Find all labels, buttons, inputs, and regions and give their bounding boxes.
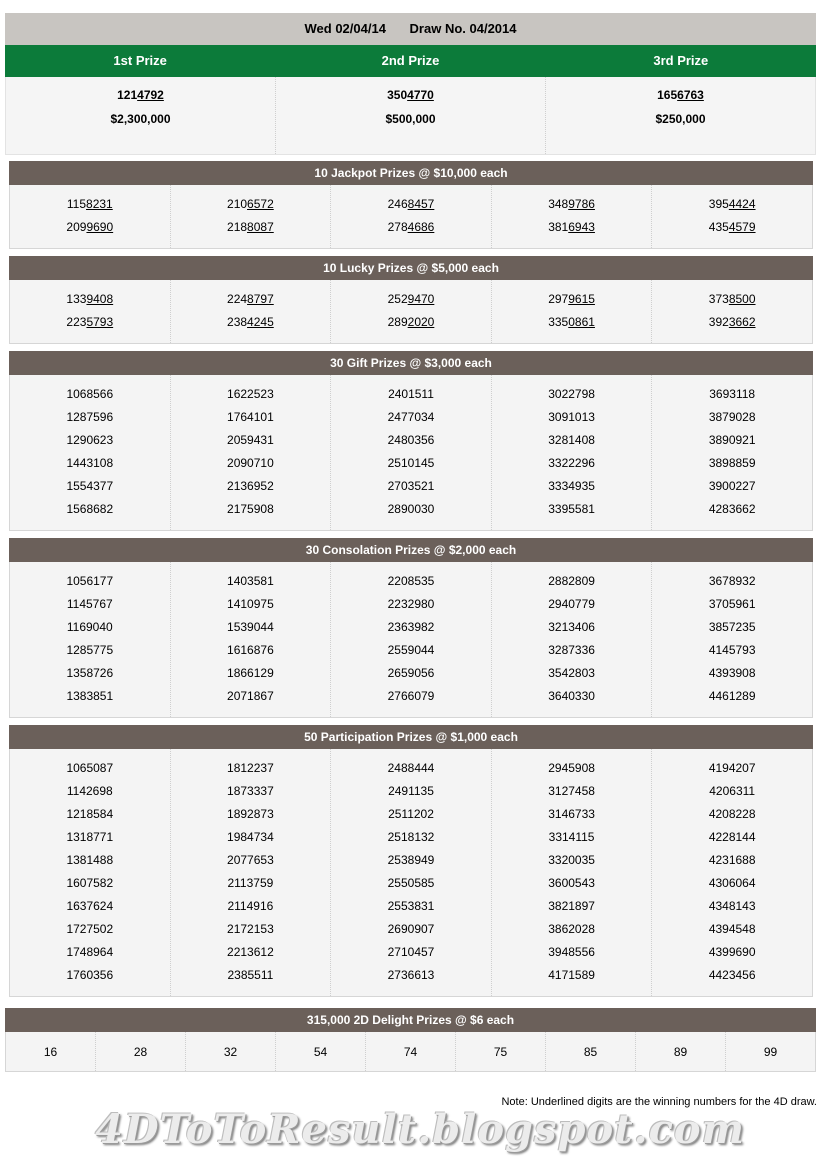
consolation-header: 30 Consolation Prizes @ $2,000 each <box>9 538 813 562</box>
consolation-number: 3542803 <box>548 666 595 680</box>
jackpot-grid <box>9 185 813 249</box>
participation-number: 2710457 <box>387 945 435 959</box>
participation-number: 1318771 <box>66 830 114 844</box>
participation-number: 3146733 <box>548 807 595 821</box>
gift-number: 1764101 <box>227 410 274 424</box>
lucky-column <box>171 280 332 343</box>
participation-number: 2114916 <box>227 899 274 913</box>
participation-number: 4306064 <box>708 876 756 890</box>
jackpot-column <box>171 185 332 248</box>
gift-number: 1622523 <box>227 387 274 401</box>
consolation-number: 1358726 <box>66 666 114 680</box>
first-prize-number: 1214792 <box>117 88 164 102</box>
second-prize-number: 3504770 <box>387 88 434 102</box>
participation-number: 1748964 <box>66 945 114 959</box>
participation-number: 4171589 <box>548 968 595 982</box>
delight-number: 99 <box>763 1045 778 1059</box>
gift-number: 1443108 <box>66 456 114 470</box>
jackpot-column <box>10 185 171 248</box>
participation-number: 2518132 <box>387 830 435 844</box>
lucky-number: 2248797 <box>227 292 274 306</box>
participation-number: 1812237 <box>227 761 274 775</box>
consolation-number: 2559044 <box>387 643 435 657</box>
gift-number: 1290623 <box>66 433 114 447</box>
consolation-number: 1056177 <box>66 574 114 588</box>
main-prize-header <box>5 45 816 77</box>
lucky-number: 2384245 <box>227 315 274 329</box>
participation-number: 2538949 <box>387 853 435 867</box>
consolation-number: 1383851 <box>66 689 114 703</box>
jackpot-column <box>331 185 492 248</box>
participation-number: 3320035 <box>548 853 595 867</box>
consolation-number: 1539044 <box>227 620 274 634</box>
jackpot-number: 4354579 <box>708 220 756 234</box>
participation-number: 4206311 <box>709 784 756 798</box>
gift-number: 2510145 <box>387 456 435 470</box>
lucky-number: 3923662 <box>708 315 756 329</box>
gift-number: 3890921 <box>708 433 756 447</box>
delight-number: 85 <box>546 1032 636 1071</box>
gift-number: 3900227 <box>708 479 756 493</box>
delight-number: 28 <box>96 1032 186 1071</box>
second-prize <box>276 77 546 154</box>
lucky-column <box>652 280 812 343</box>
consolation-number: 2071867 <box>227 689 274 703</box>
jackpot-number: 3816943 <box>548 220 595 234</box>
consolation-number: 1403581 <box>227 574 274 588</box>
delight-grid <box>5 1032 816 1072</box>
participation-number: 1727502 <box>66 922 114 936</box>
gift-number: 2477034 <box>387 410 435 424</box>
gift-number: 1568682 <box>66 502 114 516</box>
consolation-number: 1616876 <box>227 643 274 657</box>
participation-column <box>331 749 492 996</box>
lucky-number: 3738500 <box>708 292 756 306</box>
gift-number: 2401511 <box>388 387 434 401</box>
consolation-number: 2882809 <box>548 574 595 588</box>
consolation-number: 3213406 <box>548 620 595 634</box>
consolation-number: 2659056 <box>387 666 435 680</box>
consolation-number: 1169040 <box>66 620 113 634</box>
participation-column <box>492 749 653 996</box>
gift-number: 2136952 <box>227 479 274 493</box>
participation-number: 2385511 <box>227 968 274 982</box>
participation-number: 1984734 <box>227 830 274 844</box>
participation-number: 4399690 <box>708 945 756 959</box>
consolation-number: 3857235 <box>708 620 756 634</box>
lucky-number: 2979615 <box>548 292 595 306</box>
gift-number: 1554377 <box>66 479 114 493</box>
consolation-number: 2232980 <box>387 597 435 611</box>
participation-number: 1142698 <box>66 784 113 798</box>
gift-number: 2480356 <box>387 433 435 447</box>
jackpot-number: 2106572 <box>227 197 274 211</box>
consolation-number: 1285775 <box>66 643 114 657</box>
watermark: 4DToToResult.blogspot.com <box>95 1106 745 1153</box>
lucky-column <box>492 280 653 343</box>
participation-number: 3600543 <box>548 876 595 890</box>
consolation-number: 1866129 <box>227 666 274 680</box>
third-prize <box>546 77 815 154</box>
participation-number: 1760356 <box>66 968 114 982</box>
participation-column <box>652 749 812 996</box>
gift-header: 30 Gift Prizes @ $3,000 each <box>9 351 813 375</box>
gift-column <box>652 375 812 530</box>
gift-number: 2059431 <box>227 433 274 447</box>
consolation-grid <box>9 562 813 718</box>
consolation-number: 2766079 <box>387 689 435 703</box>
lucky-number: 2892020 <box>387 315 435 329</box>
consolation-column <box>652 562 812 717</box>
participation-number: 2172153 <box>227 922 274 936</box>
jackpot-header: 10 Jackpot Prizes @ $10,000 each <box>9 161 813 185</box>
participation-number: 2736613 <box>387 968 435 982</box>
participation-number: 2690907 <box>387 922 435 936</box>
gift-number: 3322296 <box>548 456 595 470</box>
participation-number: 3314115 <box>548 830 595 844</box>
participation-grid <box>9 749 813 997</box>
participation-number: 3862028 <box>548 922 595 936</box>
participation-number: 2113759 <box>227 876 274 890</box>
delight-header: 315,000 2D Delight Prizes @ $6 each <box>5 1008 816 1032</box>
lucky-number: 2529470 <box>387 292 435 306</box>
lucky-number: 3350861 <box>548 315 595 329</box>
first-prize-amount: $2,300,000 <box>110 112 171 126</box>
gift-number: 3879028 <box>708 410 756 424</box>
participation-number: 2553831 <box>387 899 435 913</box>
participation-number: 2077653 <box>227 853 274 867</box>
participation-column <box>171 749 332 996</box>
consolation-number: 1145767 <box>66 597 113 611</box>
participation-number: 4348143 <box>708 899 756 913</box>
participation-number: 3127458 <box>548 784 595 798</box>
consolation-number: 3287336 <box>548 643 595 657</box>
gift-number: 1287596 <box>66 410 114 424</box>
participation-number: 1381488 <box>66 853 114 867</box>
gift-number: 3091013 <box>548 410 595 424</box>
gift-number: 3334935 <box>548 479 595 493</box>
jackpot-number: 2099690 <box>66 220 114 234</box>
consolation-number: 4461289 <box>708 689 756 703</box>
consolation-column <box>10 562 171 717</box>
gift-number: 3281408 <box>548 433 595 447</box>
jackpot-number: 1158231 <box>66 197 113 211</box>
jackpot-number: 2784686 <box>387 220 435 234</box>
participation-number: 4208228 <box>708 807 756 821</box>
gift-number: 3693118 <box>709 387 756 401</box>
jackpot-number: 2188087 <box>227 220 274 234</box>
jackpot-number: 2468457 <box>387 197 435 211</box>
draw-date: Wed 02/04/14 <box>304 21 386 36</box>
consolation-column <box>331 562 492 717</box>
second-prize-label: 2nd Prize <box>381 53 440 68</box>
first-prize-label: 1st Prize <box>113 53 167 68</box>
participation-number: 1065087 <box>66 761 114 775</box>
gift-number: 3022798 <box>548 387 595 401</box>
jackpot-column <box>652 185 812 248</box>
gift-grid <box>9 375 813 531</box>
jackpot-number: 3489786 <box>548 197 595 211</box>
footnote: Note: Underlined digits are the winning numbers for the 4D draw. <box>501 1096 817 1108</box>
draw-number: Draw No. 04/2014 <box>409 21 517 36</box>
lucky-column <box>331 280 492 343</box>
participation-number: 2488444 <box>387 761 435 775</box>
first-prize <box>6 77 276 154</box>
delight-number: 89 <box>636 1032 726 1071</box>
participation-header: 50 Participation Prizes @ $1,000 each <box>9 725 813 749</box>
delight-number: 54 <box>276 1032 366 1071</box>
lucky-number: 2235793 <box>66 315 114 329</box>
participation-number: 4228144 <box>708 830 756 844</box>
gift-column <box>492 375 653 530</box>
gift-number: 3898859 <box>708 456 756 470</box>
jackpot-column <box>492 185 653 248</box>
consolation-column <box>171 562 332 717</box>
consolation-number: 2363982 <box>387 620 435 634</box>
participation-number: 4423456 <box>708 968 756 982</box>
participation-number: 4194207 <box>708 761 756 775</box>
consolation-number: 4393908 <box>708 666 756 680</box>
third-prize-number: 1656763 <box>657 88 704 102</box>
consolation-number: 2940779 <box>548 597 595 611</box>
participation-number: 1892873 <box>227 807 274 821</box>
participation-number: 3948556 <box>548 945 595 959</box>
participation-number: 4231688 <box>708 853 756 867</box>
lucky-header: 10 Lucky Prizes @ $5,000 each <box>9 256 813 280</box>
lucky-grid <box>9 280 813 344</box>
gift-number: 4283662 <box>708 502 756 516</box>
participation-number: 2945908 <box>548 761 595 775</box>
participation-number: 1873337 <box>227 784 274 798</box>
consolation-column <box>492 562 653 717</box>
participation-number: 2213612 <box>227 945 274 959</box>
gift-number: 3395581 <box>548 502 595 516</box>
delight-number: 16 <box>6 1032 96 1071</box>
participation-number: 1637624 <box>66 899 114 913</box>
participation-number: 1607582 <box>66 876 114 890</box>
consolation-number: 3678932 <box>708 574 756 588</box>
gift-number: 2703521 <box>387 479 435 493</box>
consolation-number: 4145793 <box>708 643 756 657</box>
lucky-column <box>10 280 171 343</box>
participation-number: 4394548 <box>708 922 756 936</box>
consolation-number: 1410975 <box>227 597 274 611</box>
consolation-number: 3705961 <box>708 597 756 611</box>
participation-column <box>10 749 171 996</box>
gift-column <box>10 375 171 530</box>
third-prize-amount: $250,000 <box>655 112 706 126</box>
gift-number: 2175908 <box>227 502 274 516</box>
jackpot-number: 3954424 <box>708 197 756 211</box>
lucky-number: 1339408 <box>66 292 114 306</box>
participation-number: 1218584 <box>66 807 114 821</box>
main-prize-values <box>5 77 816 155</box>
participation-number: 2491135 <box>388 784 434 798</box>
consolation-number: 3640330 <box>548 689 595 703</box>
consolation-number: 2208535 <box>387 574 435 588</box>
third-prize-label: 3rd Prize <box>653 53 709 68</box>
gift-number: 1068566 <box>66 387 114 401</box>
gift-column <box>331 375 492 530</box>
delight-number: 75 <box>456 1032 546 1071</box>
delight-number: 74 <box>366 1032 456 1071</box>
participation-number: 2550585 <box>387 876 435 890</box>
delight-number: 32 <box>186 1032 276 1071</box>
gift-number: 2090710 <box>227 456 274 470</box>
draw-header <box>5 13 816 45</box>
second-prize-amount: $500,000 <box>385 112 436 126</box>
participation-number: 2511202 <box>388 807 434 821</box>
gift-column <box>171 375 332 530</box>
gift-number: 2890030 <box>387 502 435 516</box>
participation-number: 3821897 <box>548 899 595 913</box>
